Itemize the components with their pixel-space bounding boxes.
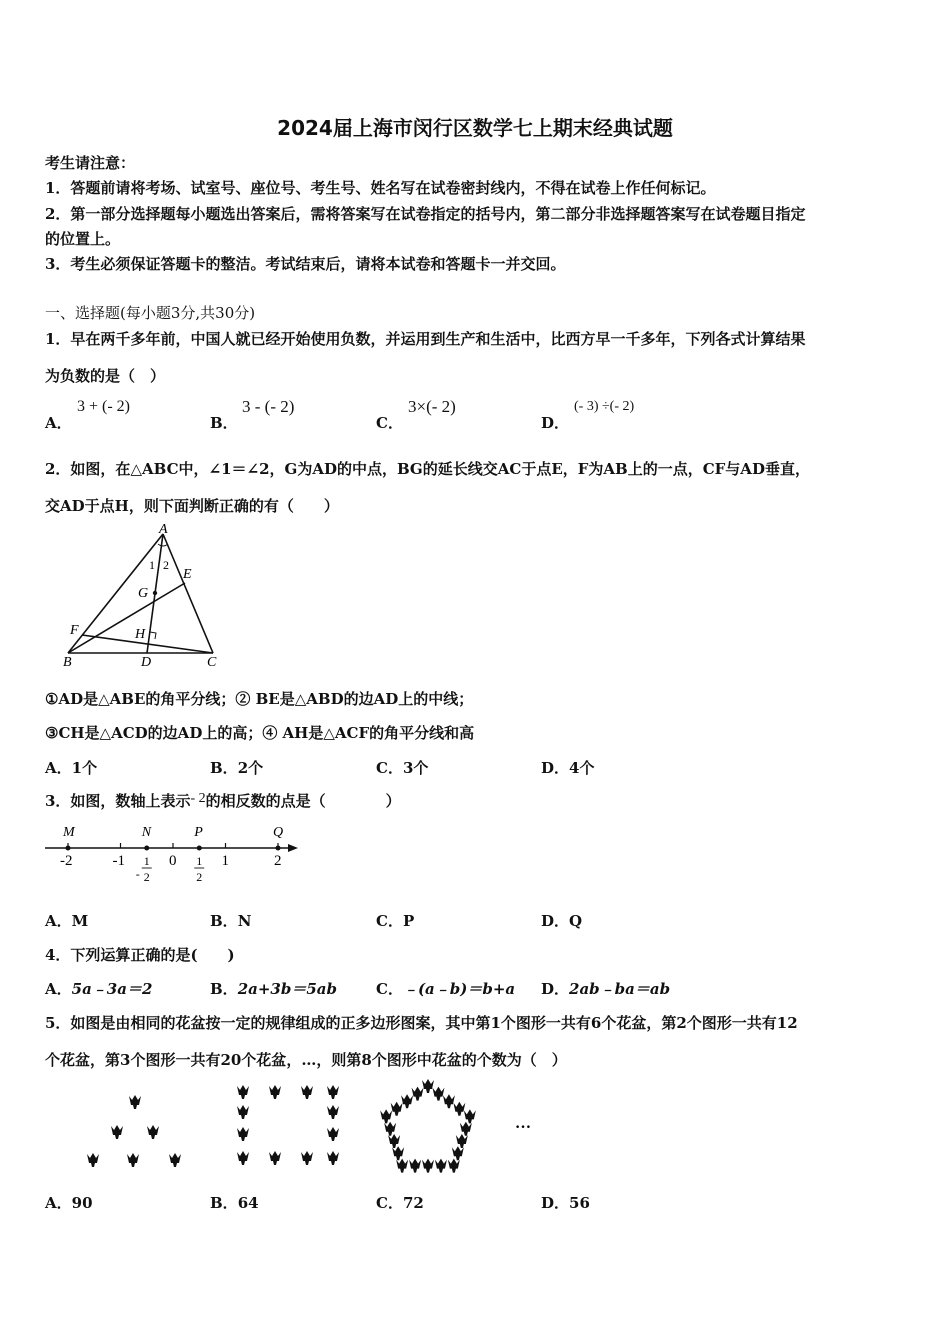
q2-statement-1: ①AD是△ABE的角平分线；② BE是△ABD的边AD上的中线； [45, 690, 474, 708]
q1-option-d-expr: (- 3) ÷(- 2) [574, 399, 635, 414]
q1-stem-line2: 为负数的是（ ） [45, 367, 166, 385]
flowerpot-icon [443, 1094, 455, 1108]
q5-stem-line1: 5．如图是由相同的花盆按一定的规律组成的正多边形图案，其中第1个图形一共有6个花盆，第2个图形一共有12 [45, 1014, 798, 1032]
q2-option-a: A．1个 [45, 759, 98, 777]
notice-item-2: 2．第一部分选择题每小题选出答案后，需将答案写在试卷指定的括号内，第二部分非选择题答案写在试卷题目指定 [45, 205, 806, 223]
flowerpot-icon [269, 1151, 281, 1165]
point-label-n: N [141, 825, 152, 840]
label-a: A [159, 522, 168, 537]
q3-option-b: B．N [210, 912, 252, 930]
q4-option-c: C．﹣(a﹣b)＝b+a [376, 980, 516, 998]
q3-option-a: A．M [45, 912, 89, 930]
label-angle-2: 2 [163, 558, 169, 572]
point-label-m: M [63, 825, 75, 840]
flowerpot-icon [456, 1134, 468, 1148]
flowerpot-icon [464, 1109, 476, 1123]
q1-option-c-expr: 3×(- 2) [408, 397, 456, 416]
q1-option-b-label: B． [210, 414, 238, 432]
q3-stem: 3．如图，数轴上表示- 2的相反数的点是（ ） [45, 791, 401, 810]
q3-option-c: C．P [376, 912, 415, 930]
q1-option-a-expr: 3 + (- 2) [77, 398, 131, 415]
flowerpot-icon [432, 1087, 444, 1101]
flowerpot-icon [453, 1102, 465, 1116]
flowerpot-patterns [75, 1078, 555, 1178]
fraction-denominator: 2 [196, 870, 203, 884]
q2-statement-2: ③CH是△ACD的边AD上的高；④ AH是△ACF的角平分线和高 [45, 724, 475, 742]
q1-stem-line1: 1．早在两千多年前，中国人就已经开始使用负数，并运用到生产和生活中，比西方早一千多年，下列各式计算结果 [45, 330, 806, 348]
notice-item-1: 1．答题前请将考场、试室号、座位号、考生号、姓名写在试卷密封线内，不得在试卷上作任何标记。 [45, 179, 716, 197]
label-c: C [207, 655, 217, 670]
tick-label: 1 [221, 853, 229, 869]
label-d: D [141, 655, 152, 670]
tick-label: -1 [112, 853, 125, 869]
tick-label: 2 [274, 853, 282, 869]
label-g: G [138, 586, 149, 601]
q2-stem-line2: 交AD于点H，则下面判断正确的有（ ） [45, 497, 339, 515]
point-m [66, 846, 71, 851]
q1-option-b-expr: 3 - (- 2) [242, 397, 295, 416]
notice-item-2-cont: 的位置上。 [45, 230, 121, 248]
number-line [40, 818, 310, 888]
flowerpot-icon [237, 1127, 249, 1141]
label-e: E [183, 567, 192, 582]
q4-stem: 4．下列运算正确的是( ) [45, 946, 235, 964]
flowerpot-icon [460, 1122, 472, 1136]
q2-option-b: B．2个 [210, 759, 264, 777]
triangle-figure [55, 520, 235, 672]
fraction-denominator: 2 [143, 870, 150, 884]
q5-option-c: C．72 [376, 1194, 424, 1212]
q2-stem-line1: 2．如图，在△ABC中，∠1＝∠2，G为AD的中点，BG的延长线交AC于点E，F为AB上的一点，CF与AD垂直， [45, 460, 810, 478]
flowerpot-icon [237, 1105, 249, 1119]
notice-heading: 考生请注意： [45, 154, 136, 172]
label-angle-1: 1 [149, 558, 155, 572]
half-fraction-label [194, 854, 204, 884]
flowerpot-icon [129, 1095, 141, 1109]
point-q [276, 846, 281, 851]
q5-stem-line2: 个花盆，第3个图形一共有20个花盆，…，则第8个图形中花盆的个数为（ ） [45, 1051, 567, 1069]
flowerpot-icon [448, 1159, 460, 1173]
flowerpot-icon [452, 1146, 464, 1160]
q5-option-b: B．64 [210, 1194, 259, 1212]
tick-label: -2 [60, 853, 73, 869]
flowerpot-icon [301, 1085, 313, 1099]
flowerpot-icon [401, 1094, 413, 1108]
notice-item-3: 3．考生必须保证答题卡的整洁。考试结束后，请将本试卷和答题卡一并交回。 [45, 255, 566, 273]
number-line-arrow [288, 844, 298, 852]
flowerpot-icon [127, 1153, 139, 1167]
flowerpot-icon [237, 1085, 249, 1099]
flowerpot-icon [147, 1125, 159, 1139]
flowerpot-icon [422, 1159, 434, 1173]
flowerpot-icon [409, 1159, 421, 1173]
flowerpot-icon [388, 1134, 400, 1148]
q1-option-d-label: D． [541, 414, 570, 432]
q2-option-c: C．3个 [376, 759, 429, 777]
q1-option-c-label: C． [376, 414, 403, 432]
point-label-q: Q [273, 825, 284, 840]
flowerpot-icon [422, 1079, 434, 1093]
label-f: F [70, 623, 79, 638]
fraction-negative-sign: - [135, 867, 140, 881]
q3-option-d: D．Q [541, 912, 583, 930]
flowerpot-icon [269, 1085, 281, 1099]
label-b: B [63, 655, 72, 670]
q5-option-a: A．90 [45, 1194, 93, 1212]
flowerpot-icon [435, 1159, 447, 1173]
flowerpot-icon [392, 1146, 404, 1160]
flowerpot-icon [301, 1151, 313, 1165]
q4-option-d: D．2ab﹣ba＝ab [541, 980, 671, 998]
q4-option-b: B．2a+3b＝5ab [210, 980, 337, 998]
flowerpot-icon [327, 1085, 339, 1099]
fraction-numerator: 1 [196, 854, 203, 868]
flowerpot-icon [380, 1109, 392, 1123]
fraction-numerator: 1 [143, 854, 150, 868]
flowerpot-icon [327, 1127, 339, 1141]
section-heading: 一、选择题(每小题3分,共30分) [45, 304, 256, 322]
q4-option-a: A．5a﹣3a＝2 [45, 980, 153, 998]
q1-option-a-label: A． [45, 414, 72, 432]
flowerpot-icon [327, 1151, 339, 1165]
point-label-p: P [194, 825, 203, 840]
flowerpot-icon [384, 1122, 396, 1136]
point-n [144, 846, 149, 851]
flowerpot-icon [391, 1102, 403, 1116]
flowerpot-icon [327, 1105, 339, 1119]
flowerpot-icon [237, 1151, 249, 1165]
page-title: 2024届上海市闵行区数学七上期末经典试题 [277, 116, 673, 140]
pattern-ellipsis: … [515, 1115, 531, 1132]
tick-label: 0 [169, 853, 177, 869]
label-h: H [135, 627, 146, 642]
flowerpot-icon [412, 1087, 424, 1101]
flowerpot-icon [87, 1153, 99, 1167]
flowerpot-icon [111, 1125, 123, 1139]
q2-option-d: D．4个 [541, 759, 595, 777]
flowerpot-icon [396, 1159, 408, 1173]
point-p [197, 846, 202, 851]
flowerpot-icon [169, 1153, 181, 1167]
q5-option-d: D．56 [541, 1194, 590, 1212]
half-fraction-label [136, 854, 152, 884]
